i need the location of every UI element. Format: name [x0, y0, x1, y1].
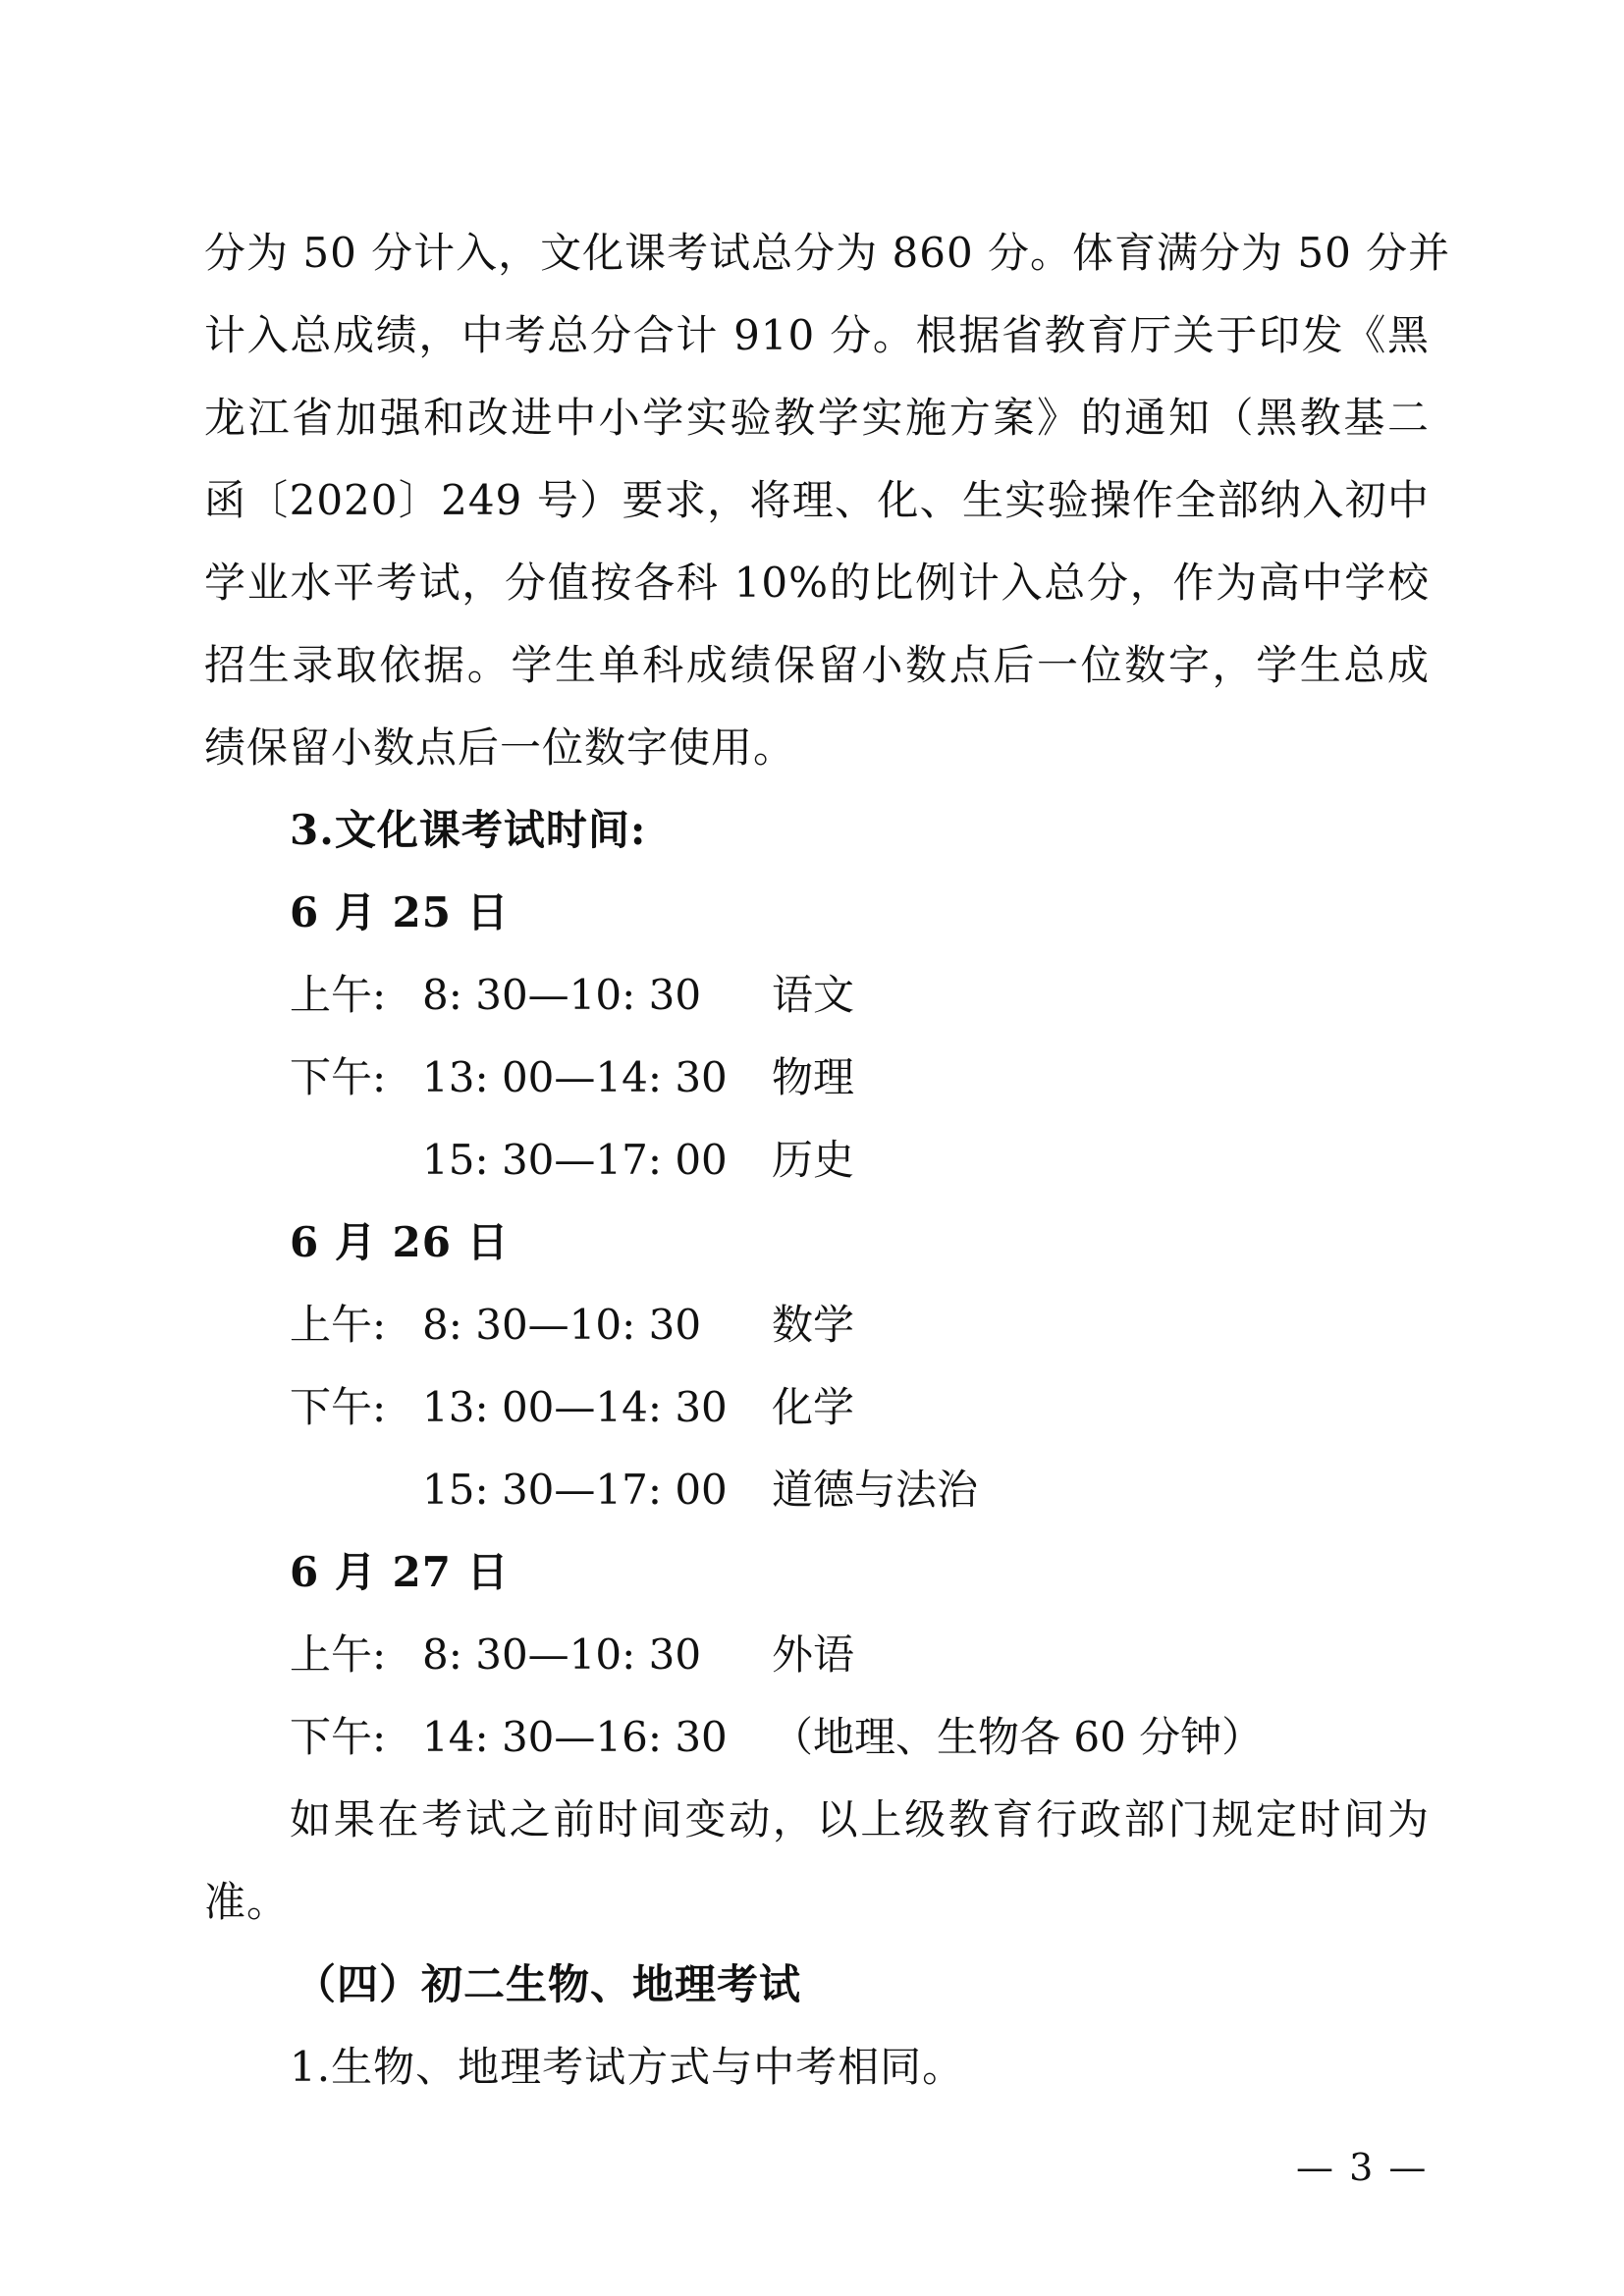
schedule-subject: 化学	[772, 1383, 855, 1431]
paragraph-line: 绩保留小数点后一位数字使用。	[204, 723, 796, 772]
schedule-subject: 数学	[772, 1301, 855, 1349]
schedule-subject: 历史	[772, 1136, 855, 1184]
exam-date: 6 月 25 日	[290, 888, 510, 936]
schedule-subject: 道德与法治	[772, 1466, 979, 1514]
schedule-note: 准。	[204, 1878, 290, 1926]
paragraph-line: 招生录取依据。学生单科成绩保留小数点后一位数字，学生总成	[204, 641, 1430, 689]
section-heading: 3.文化课考试时间:	[290, 806, 647, 854]
schedule-time: 13: 00—14: 30	[422, 1383, 728, 1431]
schedule-subject: 语文	[772, 971, 855, 1019]
schedule-period: 下午:	[290, 1053, 387, 1101]
schedule-time: 8: 30—10: 30	[422, 971, 702, 1019]
schedule-subject: 外语	[772, 1630, 855, 1679]
schedule-time: 13: 00—14: 30	[422, 1053, 728, 1101]
paragraph-line: 函〔2020〕249 号）要求，将理、化、生实验操作全部纳入初中	[204, 476, 1430, 524]
schedule-time: 15: 30—17: 00	[422, 1466, 728, 1514]
exam-date: 6 月 26 日	[290, 1218, 510, 1266]
schedule-period: 下午:	[290, 1383, 387, 1431]
paragraph-line: 龙江省加强和改进中小学实验教学实施方案》的通知（黑教基二	[204, 394, 1430, 442]
schedule-time: 15: 30—17: 00	[422, 1136, 728, 1184]
schedule-subject: 物理	[772, 1053, 855, 1101]
section-heading: （四）初二生物、地理考试	[295, 1960, 802, 2008]
paragraph-line: 计入总成绩，中考总分合计 910 分。根据省教育厅关于印发《黑	[204, 311, 1430, 359]
section-item: 1.生物、地理考试方式与中考相同。	[290, 2043, 965, 2091]
paragraph-line: 学业水平考试，分值按各科 10%的比例计入总分，作为高中学校	[204, 559, 1430, 607]
schedule-period: 上午:	[290, 1630, 387, 1679]
schedule-note: 如果在考试之前时间变动，以上级教育行政部门规定时间为	[290, 1795, 1430, 1843]
schedule-time: 8: 30—10: 30	[422, 1301, 702, 1349]
paragraph-line: 分为 50 分计入，文化课考试总分为 860 分。体育满分为 50 分并	[204, 229, 1451, 277]
schedule-period: 上午:	[290, 1301, 387, 1349]
exam-date: 6 月 27 日	[290, 1548, 510, 1596]
schedule-period: 下午:	[290, 1713, 387, 1761]
page-number: — 3 —	[1296, 2146, 1429, 2189]
schedule-time: 8: 30—10: 30	[422, 1630, 702, 1679]
schedule-period: 上午:	[290, 971, 387, 1019]
schedule-time: 14: 30—16: 30	[422, 1713, 728, 1761]
schedule-subject: （地理、生物各 60 分钟）	[772, 1713, 1264, 1761]
